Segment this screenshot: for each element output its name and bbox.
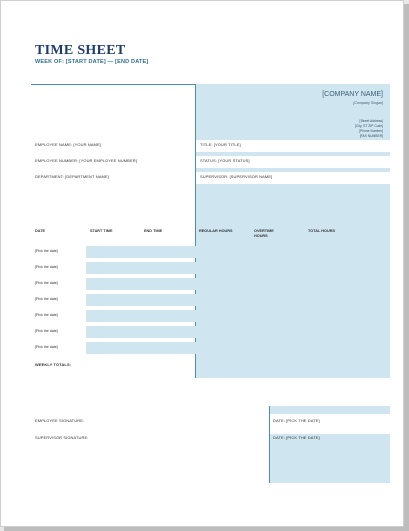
page-shadow-right	[404, 4, 409, 531]
date-cell[interactable]: [Pick the date]	[35, 281, 58, 285]
column-header-end-time: END TIME	[144, 229, 163, 233]
column-header-regular-hours: REGULAR HOURS	[199, 229, 233, 233]
date-cell[interactable]: [Pick the date]	[35, 345, 58, 349]
fax-number[interactable]: [FAX NUMBER]	[359, 134, 383, 138]
city-state-zip[interactable]: [City, ST ZIP Code]	[354, 124, 383, 128]
weekly-totals-label: WEEKLY TOTALS:	[35, 362, 72, 367]
table-row[interactable]	[86, 262, 390, 274]
sheet-title: TIME SHEET	[35, 43, 126, 58]
page-shadow-bottom	[4, 527, 409, 531]
date-cell[interactable]: [Pick the date]	[35, 249, 58, 253]
table-row[interactable]	[86, 326, 390, 338]
top-rule	[31, 84, 195, 85]
signature-divider	[269, 406, 270, 483]
week-of-range[interactable]: WEEK OF: [START DATE] — [END DATE]	[35, 59, 149, 65]
supervisor-signature-label: SUPERVISOR SIGNATURE:	[35, 435, 89, 440]
table-row[interactable]	[86, 294, 390, 306]
employee-signature-label: EMPLOYEE SIGNATURE:	[35, 418, 85, 423]
signature-date-spacer	[270, 414, 390, 434]
column-header-date: DATE	[35, 229, 46, 233]
table-row[interactable]	[86, 246, 390, 258]
table-row[interactable]	[86, 342, 390, 354]
table-row[interactable]	[86, 278, 390, 290]
supervisor-field[interactable]: SUPERVISOR: [SUPERVISOR NAME]	[200, 174, 273, 179]
company-slogan[interactable]: [Company Slogan]	[353, 101, 383, 105]
table-row[interactable]	[86, 310, 390, 322]
phone-number[interactable]: [Phone Number]	[358, 129, 383, 133]
employee-number-field[interactable]: EMPLOYEE NUMBER: [YOUR EMPLOYEE NUMBER]	[35, 158, 137, 163]
date-cell[interactable]: [Pick the date]	[35, 297, 58, 301]
employee-signature-date[interactable]: DATE: [PICK THE DATE]	[273, 418, 320, 423]
supervisor-signature-date[interactable]: DATE: [PICK THE DATE]	[273, 435, 320, 440]
column-header-total-hours: TOTAL HOURS	[308, 229, 336, 233]
company-name[interactable]: [COMPANY NAME]	[322, 91, 383, 98]
department-field[interactable]: DEPARTMENT: [DEPARTMENT NAME]	[35, 174, 109, 179]
date-cell[interactable]: [Pick the date]	[35, 265, 58, 269]
status-field[interactable]: STATUS: [YOUR STATUS]	[200, 158, 250, 163]
column-header-overtime-hours: OVERTIME HOURS	[254, 229, 274, 238]
employee-name-field[interactable]: EMPLOYEE NAME: [YOUR NAME]	[35, 142, 101, 147]
date-cell[interactable]: [Pick the date]	[35, 313, 58, 317]
street-address[interactable]: [Street Address]	[359, 119, 383, 123]
date-cell[interactable]: [Pick the date]	[35, 329, 58, 333]
column-header-start-time: START TIME	[90, 229, 113, 233]
title-field[interactable]: TITLE: [YOUR TITLE]	[200, 142, 241, 147]
